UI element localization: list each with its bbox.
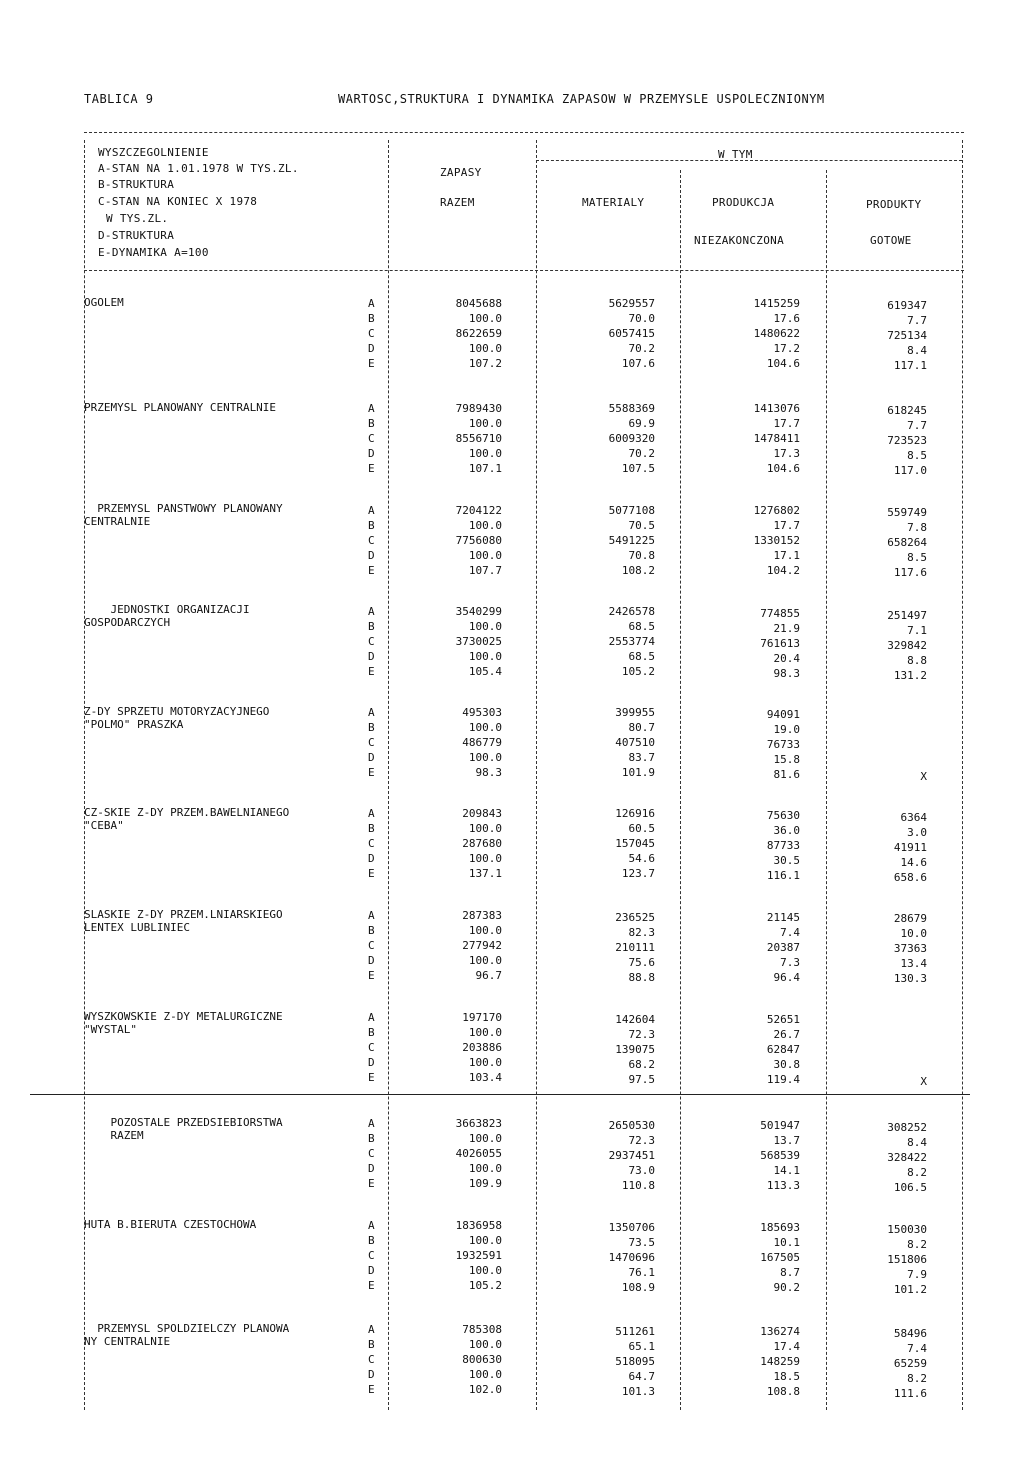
col-sep-2 bbox=[536, 140, 537, 1410]
header-materialy: MATERIALY bbox=[582, 196, 645, 209]
row-label-polmo: Z-DY SPRZETU MOTORYZACYJNEGO "POLMO" PRASZKA bbox=[84, 705, 270, 731]
header-gotowe: GOTOWE bbox=[870, 234, 912, 247]
row-letters: A B C D E bbox=[368, 605, 375, 678]
header-spec-3: C-STAN NA KONIEC X 1978 bbox=[98, 195, 258, 208]
razem-values: 785308 100.0 800630 100.0 102.0 bbox=[462, 1323, 502, 1396]
row-label-ogolem: OGOLEM bbox=[84, 296, 124, 309]
row-label-jednostki: JEDNOSTKI ORGANIZACJI GOSPODARCZYCH bbox=[84, 603, 250, 629]
produkcja-values: 1276802 17.7 1330152 17.1 104.2 bbox=[753, 504, 800, 577]
row-label-huta-bieruta: HUTA B.BIERUTA CZESTOCHOWA bbox=[84, 1218, 257, 1231]
razem-values: 287383 100.0 277942 100.0 96.7 bbox=[462, 909, 502, 982]
materialy-values: 236525 82.3 210111 75.6 88.8 bbox=[615, 911, 655, 984]
materialy-values: 142604 72.3 139075 68.2 97.5 bbox=[615, 1013, 655, 1086]
materialy-values: 2426578 68.5 2553774 68.5 105.2 bbox=[608, 605, 655, 678]
materialy-values: 5077108 70.5 5491225 70.8 108.2 bbox=[608, 504, 655, 577]
row-letters: A B C D E bbox=[368, 504, 375, 577]
row-letters: A B C D E bbox=[368, 1323, 375, 1396]
produkty-values: 619347 7.7 725134 8.4 117.1 bbox=[887, 299, 927, 372]
produkcja-values: 774855 21.9 761613 20.4 98.3 bbox=[760, 607, 800, 680]
produkcja-values: 1415259 17.6 1480622 17.2 104.6 bbox=[753, 297, 800, 370]
row-label-spoldzielczy: PRZEMYSL SPOLDZIELCZY PLANOWA NY CENTRALNIE bbox=[84, 1322, 290, 1348]
header-spec-0: WYSZCZEGOLNIENIE bbox=[98, 146, 209, 159]
row-letters: A B C D E bbox=[368, 807, 375, 880]
header-niezakonczona: NIEZAKONCZONA bbox=[694, 234, 784, 247]
razem-values: 495303 100.0 486779 100.0 98.3 bbox=[462, 706, 502, 779]
produkcja-values: 1413076 17.7 1478411 17.3 104.6 bbox=[753, 402, 800, 475]
table-title: WARTOSC,STRUKTURA I DYNAMIKA ZAPASOW W PRZEMYSLE USPOLECZNIONYM bbox=[338, 92, 825, 106]
produkcja-values: 136274 17.4 148259 18.5 108.8 bbox=[760, 1325, 800, 1398]
header-zapasy: ZAPASY bbox=[440, 166, 482, 179]
table-number: TABLICA 9 bbox=[84, 92, 154, 106]
header-produkty: PRODUKTY bbox=[866, 198, 922, 211]
row-label-przemysl-panstwowy: PRZEMYSL PANSTWOWY PLANOWANY CENTRALNIE bbox=[84, 502, 283, 528]
razem-values: 7989430 100.0 8556710 100.0 107.1 bbox=[455, 402, 502, 475]
produkty-values: 28679 10.0 37363 13.4 130.3 bbox=[893, 912, 927, 985]
razem-values: 1836958 100.0 1932591 100.0 105.2 bbox=[455, 1219, 502, 1292]
produkty-values: X bbox=[920, 1075, 927, 1088]
row-label-przemysl-planowany: PRZEMYSL PLANOWANY CENTRALNIE bbox=[84, 401, 277, 414]
materialy-values: 5588369 69.9 6009320 70.2 107.5 bbox=[608, 402, 655, 475]
produkcja-values: 75630 36.0 87733 30.5 116.1 bbox=[766, 809, 800, 882]
produkty-values: 6364 3.0 41911 14.6 658.6 bbox=[893, 811, 927, 884]
razem-values: 8045688 100.0 8622659 100.0 107.2 bbox=[455, 297, 502, 370]
produkty-values: X bbox=[920, 770, 927, 783]
header-spec-5: D-STRUKTURA bbox=[98, 229, 175, 242]
right-border bbox=[962, 140, 963, 1410]
header-spec-2: B-STRUKTURA bbox=[98, 178, 175, 191]
col-sep-4 bbox=[826, 170, 827, 1410]
produkcja-values: 94091 19.0 76733 15.8 81.6 bbox=[766, 708, 800, 781]
materialy-values: 399955 80.7 407510 83.7 101.9 bbox=[615, 706, 655, 779]
col-sep-1 bbox=[388, 140, 389, 1410]
materialy-values: 511261 65.1 518095 64.7 101.3 bbox=[615, 1325, 655, 1398]
produkcja-values: 52651 26.7 62847 30.8 119.4 bbox=[766, 1013, 800, 1086]
produkty-values: 58496 7.4 65259 8.2 111.6 bbox=[893, 1327, 927, 1400]
produkty-values: 559749 7.8 658264 8.5 117.6 bbox=[887, 506, 927, 579]
row-label-wystal: WYSZKOWSKIE Z-DY METALURGICZNE "WYSTAL" bbox=[84, 1010, 283, 1036]
razem-values: 3663823 100.0 4026055 100.0 109.9 bbox=[455, 1117, 502, 1190]
materialy-values: 2650530 72.3 2937451 73.0 110.8 bbox=[608, 1119, 655, 1192]
row-letters: A B C D E bbox=[368, 1219, 375, 1292]
razem-values: 7204122 100.0 7756080 100.0 107.7 bbox=[455, 504, 502, 577]
row-letters: A B C D E bbox=[368, 402, 375, 475]
razem-values: 197170 100.0 203886 100.0 103.4 bbox=[462, 1011, 502, 1084]
razem-values: 209843 100.0 287680 100.0 137.1 bbox=[462, 807, 502, 880]
materialy-values: 5629557 70.0 6057415 70.2 107.6 bbox=[608, 297, 655, 370]
produkty-values: 618245 7.7 723523 8.5 117.0 bbox=[887, 404, 927, 477]
header-w-tym: W TYM bbox=[718, 148, 753, 161]
col-sep-3 bbox=[680, 170, 681, 1410]
row-letters: A B C D E bbox=[368, 909, 375, 982]
w-tym-rule bbox=[536, 160, 962, 161]
row-label-pozostale: POZOSTALE PRZEDSIEBIORSTWA RAZEM bbox=[110, 1116, 283, 1142]
materialy-values: 1350706 73.5 1470696 76.1 108.9 bbox=[608, 1221, 655, 1294]
header-produkcja: PRODUKCJA bbox=[712, 196, 775, 209]
section-divider bbox=[30, 1094, 970, 1095]
produkty-values: 150030 8.2 151806 7.9 101.2 bbox=[887, 1223, 927, 1296]
row-letters: A B C D E bbox=[368, 1011, 375, 1084]
header-razem: RAZEM bbox=[440, 196, 475, 209]
header-spec-4: W TYS.ZL. bbox=[106, 212, 169, 225]
header-bottom-rule bbox=[84, 270, 964, 271]
materialy-values: 126916 60.5 157045 54.6 123.7 bbox=[615, 807, 655, 880]
row-label-ceba: CZ-SKIE Z-DY PRZEM.BAWELNIANEGO "CEBA" bbox=[84, 806, 290, 832]
produkcja-values: 501947 13.7 568539 14.1 113.3 bbox=[760, 1119, 800, 1192]
top-rule bbox=[84, 132, 964, 133]
produkcja-values: 21145 7.4 20387 7.3 96.4 bbox=[766, 911, 800, 984]
produkcja-values: 185693 10.1 167505 8.7 90.2 bbox=[760, 1221, 800, 1294]
row-letters: A B C D E bbox=[368, 706, 375, 779]
header-spec-1: A-STAN NA 1.01.1978 W TYS.ZL. bbox=[98, 162, 299, 175]
row-label-lentex: SLASKIE Z-DY PRZEM.LNIARSKIEGO LENTEX LUBLINIEC bbox=[84, 908, 283, 934]
row-letters: A B C D E bbox=[368, 297, 375, 370]
produkty-values: 308252 8.4 328422 8.2 106.5 bbox=[887, 1121, 927, 1194]
razem-values: 3540299 100.0 3730025 100.0 105.4 bbox=[455, 605, 502, 678]
header-spec-6: E-DYNAMIKA A=100 bbox=[98, 246, 209, 259]
row-letters: A B C D E bbox=[368, 1117, 375, 1190]
produkty-values: 251497 7.1 329842 8.8 131.2 bbox=[887, 609, 927, 682]
